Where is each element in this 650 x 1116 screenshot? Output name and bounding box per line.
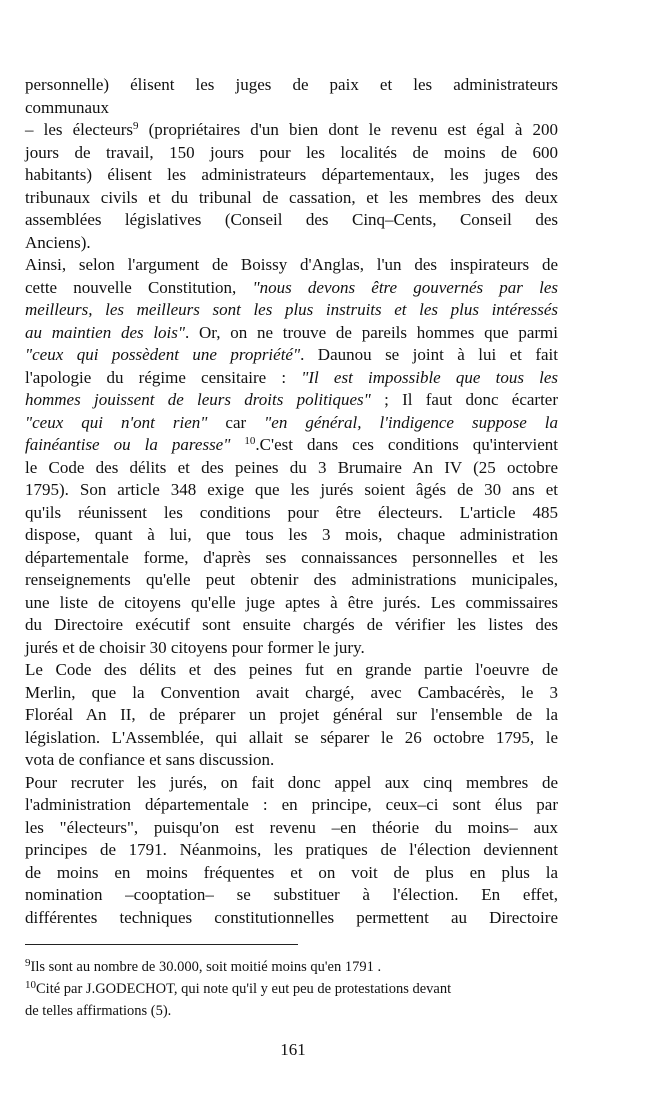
quote-text: "ceux qui n'ont rien"	[25, 412, 208, 432]
text-line	[25, 119, 558, 142]
text-segment: cette nouvelle Constitution,	[25, 277, 253, 297]
text-line	[25, 547, 558, 570]
text-segment: jours de travail, 150 jours pour les localités de moins de 600	[25, 142, 558, 162]
text-line	[25, 524, 558, 547]
text-segment: . Daunou se joint à lui et fait	[300, 345, 558, 364]
quote-text: "ceux qui possèdent une propriété"	[25, 345, 301, 364]
footnote-text: Ils sont au nombre de 30.000, soit moitié moins qu'en 1791 .	[30, 959, 382, 975]
text-segment: Ainsi, selon l'argument de Boissy d'Anglas, l'un des inspirateurs de	[25, 255, 558, 274]
footnote-number: 10	[25, 979, 36, 991]
text-segment: habitants) élisent les administrateurs départementaux, les juges des	[25, 165, 558, 184]
text-segment: Le Code des délits et des peines fut en grande partie l'oeuvre de	[25, 660, 558, 679]
text-line	[25, 502, 558, 525]
quote-text: "nous devons être gouvernés par les	[252, 277, 558, 297]
text-line	[25, 457, 558, 480]
text-line	[25, 142, 558, 165]
text-segment: différentes techniques constitutionnelles permettent au Directoire	[25, 907, 558, 927]
text-line	[25, 839, 558, 862]
page-number: 161	[280, 1040, 306, 1059]
text-line	[25, 637, 558, 660]
text-segment: car	[207, 412, 265, 432]
text-line	[25, 884, 558, 907]
text-segment: l'apologie du régime censitaire :	[25, 367, 302, 387]
text-line	[25, 209, 558, 232]
text-segment: départementale forme, d'après ses connaissances personnelles et les	[25, 547, 558, 567]
text-segment: les "électeurs", puisqu'on est revenu –en théorie du moins– aux	[25, 817, 558, 837]
text-segment: de moins en moins fréquentes et on voit de plus en plus la	[25, 862, 558, 882]
text-segment: Floréal An II, de préparer un projet général sur l'ensemble de la	[25, 705, 558, 724]
text-segment: vota de confiance et sans discussion.	[25, 750, 275, 769]
text-line	[25, 277, 558, 300]
text-segment: jurés et de choisir 30 citoyens pour former le jury.	[25, 637, 365, 657]
text-segment: . Or, on ne trouve de pareils hommes que parmi	[185, 322, 558, 342]
text-line	[25, 412, 558, 435]
text-segment: ; Il faut donc écarter	[370, 390, 559, 409]
text-line	[25, 749, 558, 772]
text-line	[25, 479, 558, 502]
text-segment	[230, 435, 244, 454]
footnote	[25, 956, 565, 978]
text-segment: dispose, quant à lui, que tous les 3 mois, chaque administration	[25, 525, 558, 544]
text-line	[25, 232, 558, 255]
footnote-ref: 9	[133, 120, 139, 132]
footnote-text: de telles affirmations (5).	[25, 1003, 172, 1019]
text-line	[25, 322, 558, 345]
text-line	[25, 187, 558, 210]
text-line	[25, 614, 558, 637]
text-segment: le Code des délits et des peines du 3 Brumaire An IV (25 octobre	[25, 457, 558, 477]
text-line	[25, 682, 558, 705]
quote-text: "en général, l'indigence suppose la	[264, 412, 558, 432]
text-line	[25, 704, 558, 727]
text-line	[25, 727, 558, 750]
text-segment: une liste de citoyens qu'elle juge aptes à être jurés. Les commissaires	[25, 592, 558, 612]
quote-text: "Il est impossible que tous les	[301, 367, 558, 387]
text-segment: assemblées législatives (Conseil des Cinq–Cents, Conseil des	[25, 210, 558, 229]
text-line	[25, 817, 558, 840]
quote-text: meilleurs, les meilleurs sont les plus instruits et les plus intéressés	[25, 300, 558, 319]
text-line	[25, 569, 558, 592]
text-line	[25, 794, 558, 817]
text-segment: tribunaux civils et du tribunal de cassation, et les membres des deux	[25, 187, 558, 207]
text-segment: personnelle) élisent les juges de paix et les administrateurs	[25, 75, 558, 94]
text-segment: Merlin, que la Convention avait chargé, avec Cambacérès, le 3	[25, 682, 558, 702]
text-segment: Anciens).	[25, 232, 91, 252]
text-segment: législation. L'Assemblée, qui allait se séparer le 26 octobre 1795, le	[25, 727, 558, 747]
text-line	[25, 164, 558, 187]
text-segment: – les électeurs	[25, 120, 134, 139]
quote-text: hommes jouissent de leurs droits politiques"	[25, 390, 371, 409]
text-segment: nomination –cooptation– se substituer à l'élection. En effet,	[25, 885, 558, 904]
text-line	[25, 74, 558, 97]
text-segment: qu'ils réunissent les conditions pour être électeurs. L'article 485	[25, 502, 558, 522]
text-line	[25, 299, 558, 322]
footnote	[25, 1000, 565, 1022]
text-segment: renseignements qu'elle peut obtenir des administrations municipales,	[25, 570, 558, 589]
quote-text: au maintien des lois"	[25, 322, 186, 342]
text-line	[25, 434, 558, 457]
text-segment: (propriétaires d'un bien dont le revenu est égal à 200	[138, 120, 558, 139]
text-line	[25, 254, 558, 277]
quote-text: fainéantise ou la paresse"	[25, 435, 231, 454]
footnotes	[25, 956, 565, 1022]
footnote-divider	[25, 944, 298, 945]
text-line	[25, 907, 558, 930]
text-segment: principes de 1791. Néanmoins, les pratiques de l'élection deviennent	[25, 840, 558, 859]
text-segment: communaux	[25, 97, 110, 117]
text-line	[25, 862, 558, 885]
text-line	[25, 659, 558, 682]
text-line	[25, 592, 558, 615]
text-line	[25, 344, 558, 367]
text-line	[25, 367, 558, 390]
text-segment: 1795). Son article 348 exige que les jurés soient âgés de 30 ans et	[25, 480, 558, 499]
footnote-ref: 10	[244, 435, 256, 447]
footnote	[25, 978, 565, 1000]
footnote-text: Cité par J.GODECHOT, qui note qu'il y eut peu de protestations devant	[36, 981, 452, 997]
text-segment: l'administration départementale : en principe, ceux–ci sont élus par	[25, 795, 558, 814]
text-segment: .C'est dans ces conditions qu'intervient	[255, 435, 558, 454]
footnote-number: 9	[25, 957, 31, 969]
text-segment: du Directoire exécutif sont ensuite chargés de vérifier les listes des	[25, 615, 558, 634]
text-line	[25, 97, 558, 120]
text-line	[25, 389, 558, 412]
body-text	[25, 74, 558, 929]
text-line	[25, 772, 558, 795]
text-segment: Pour recruter les jurés, on fait donc appel aux cinq membres de	[25, 772, 558, 792]
